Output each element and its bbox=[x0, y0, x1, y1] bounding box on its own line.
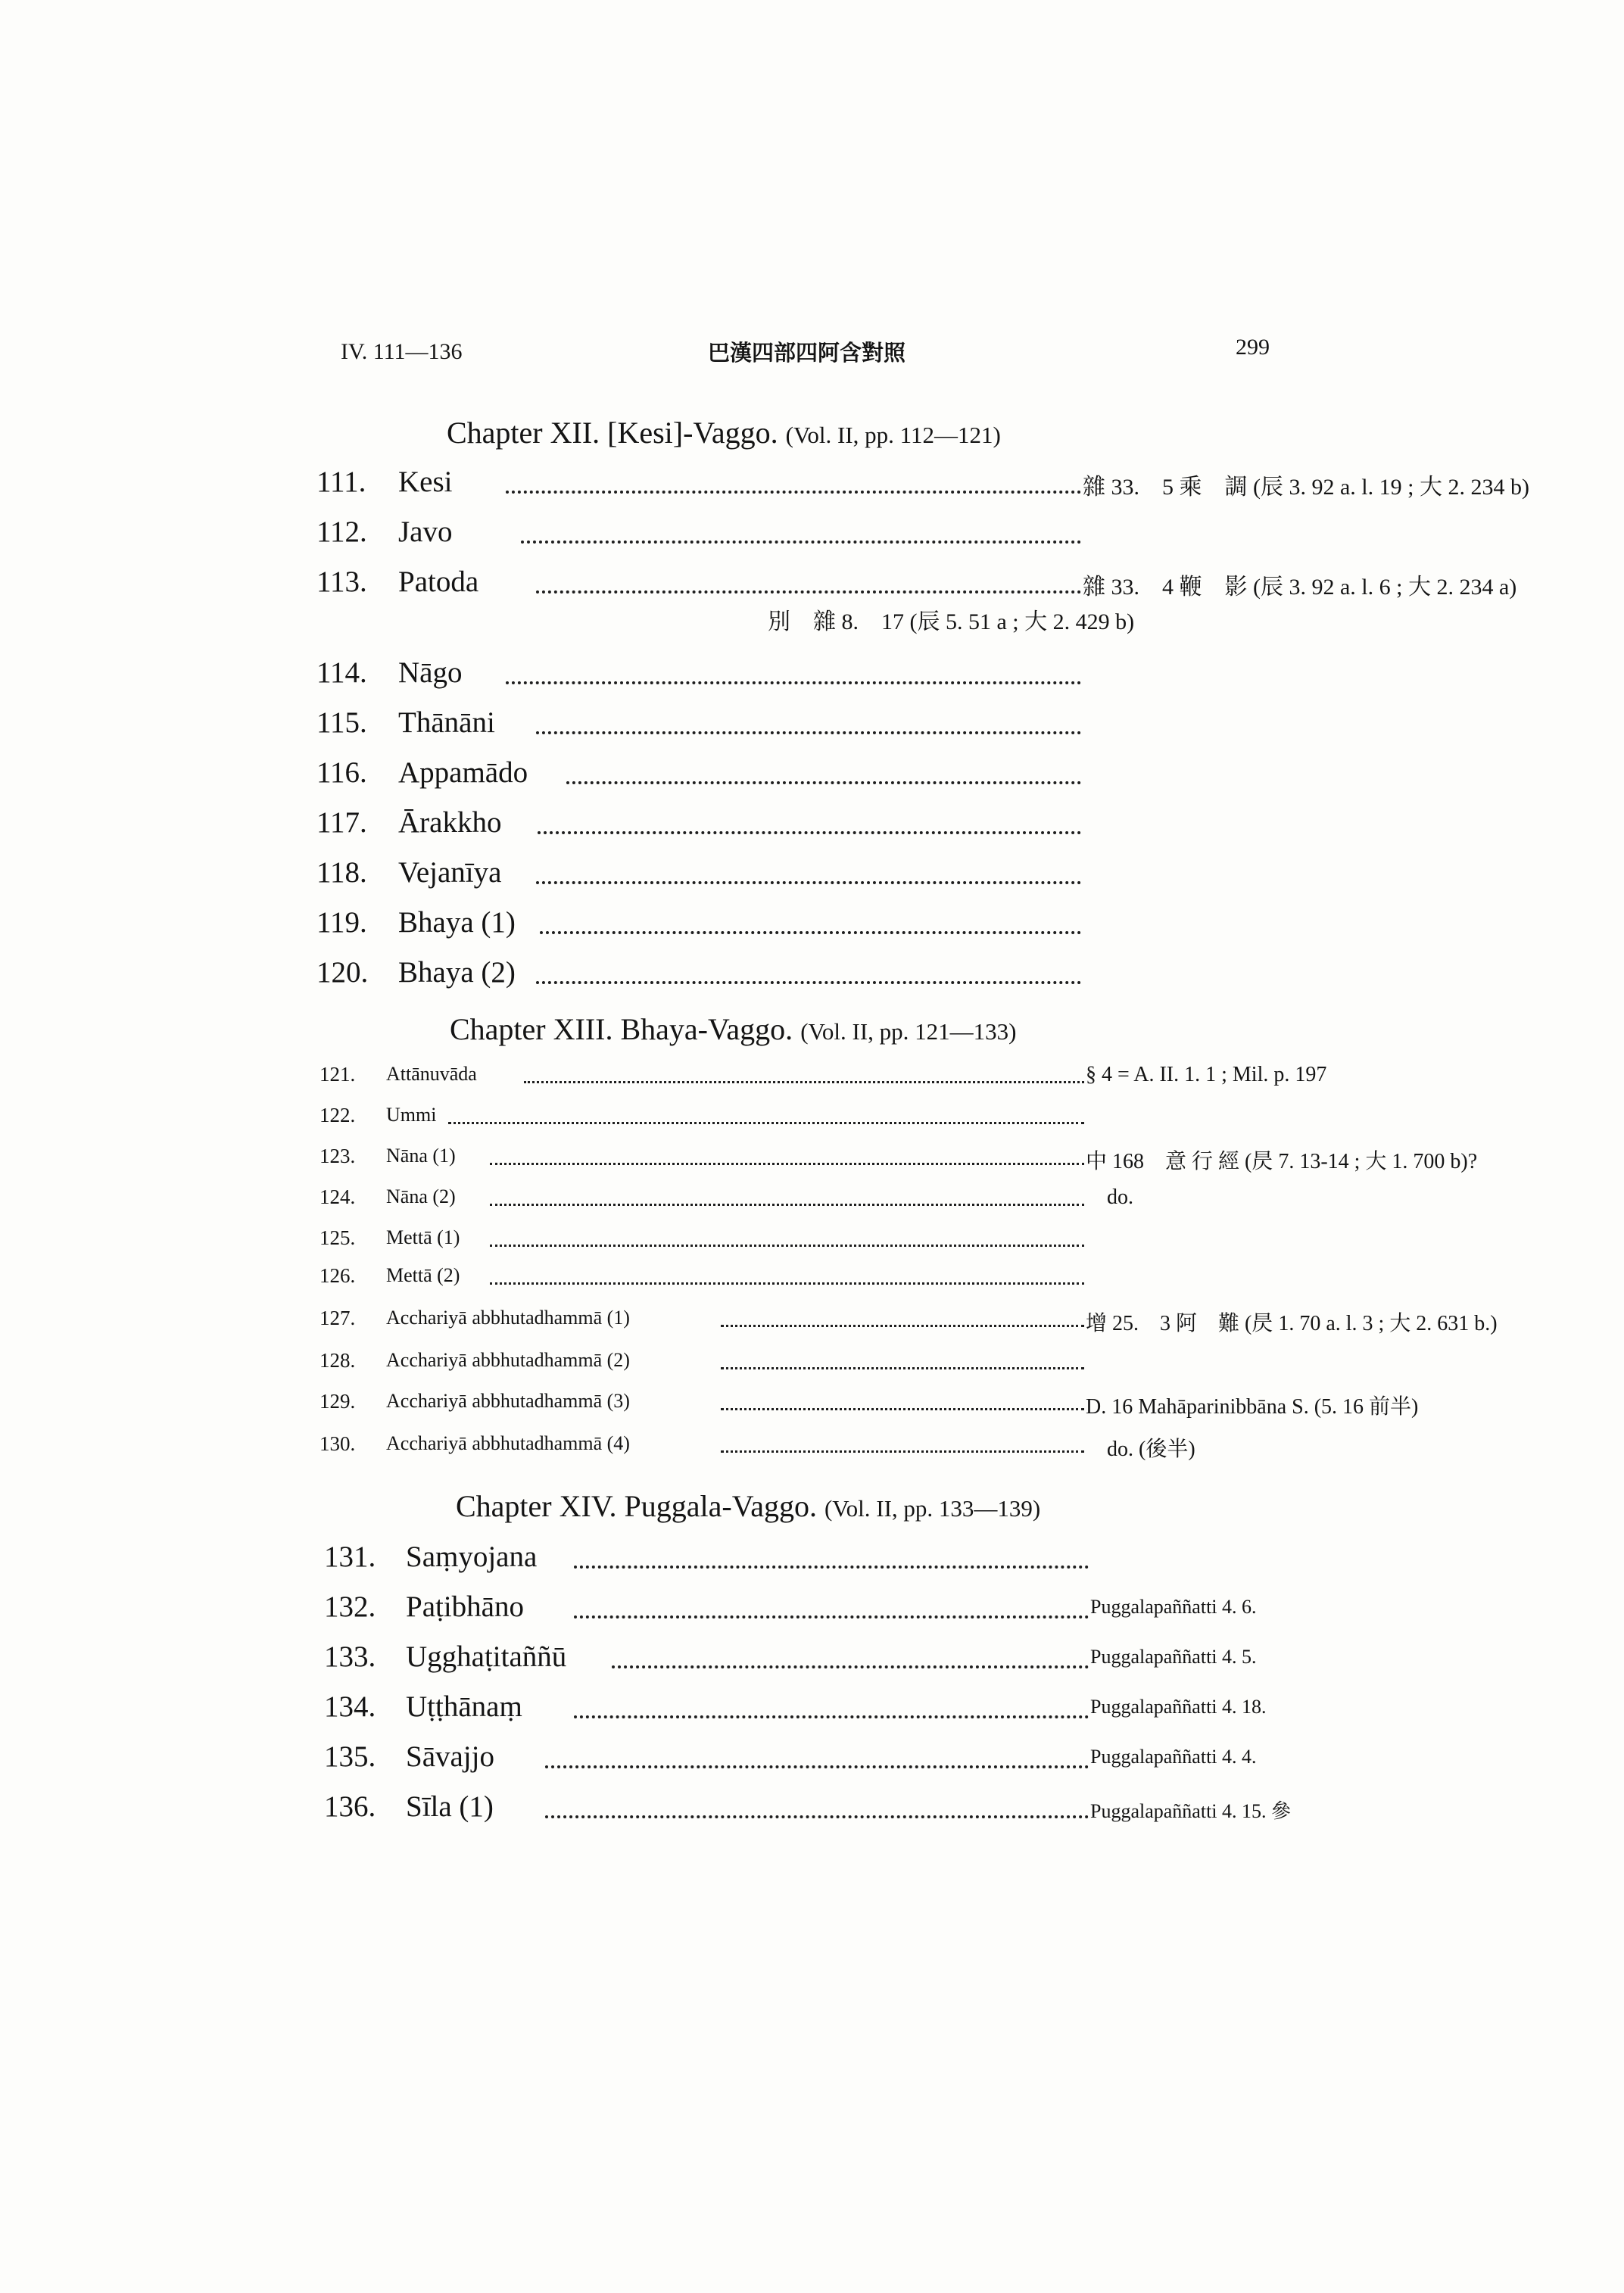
entry-number: 120. bbox=[316, 956, 369, 989]
list-item bbox=[320, 1432, 1379, 1460]
list-item bbox=[324, 1790, 1384, 1827]
list-item bbox=[324, 1640, 1384, 1678]
entry-title: Javo bbox=[398, 516, 453, 548]
entry-title: Acchariyā abbhutadhammā (4) bbox=[386, 1432, 630, 1454]
entry-reference: do. (後半) bbox=[1107, 1438, 1195, 1461]
entry-number: 134. bbox=[324, 1690, 376, 1723]
leader-dots bbox=[524, 1081, 1084, 1083]
leader-dots bbox=[536, 590, 1081, 594]
chapter-heading bbox=[450, 1011, 1016, 1047]
entry-title: Kesi bbox=[398, 466, 453, 498]
list-item bbox=[316, 465, 1529, 503]
chapter-heading bbox=[456, 1488, 1040, 1524]
entry-number: 113. bbox=[316, 565, 367, 598]
list-item bbox=[324, 1740, 1384, 1777]
running-header-left: IV. 111—136 bbox=[341, 339, 463, 364]
leader-dots bbox=[612, 1665, 1089, 1668]
entry-reference: D. 16 Mahāparinibbāna S. (5. 16 前半) bbox=[1086, 1395, 1419, 1419]
entry-title: Ugghaṭitaññū bbox=[406, 1640, 567, 1673]
entry-number: 128. bbox=[320, 1349, 356, 1372]
list-item bbox=[320, 1349, 1379, 1376]
leader-dots bbox=[721, 1408, 1084, 1410]
entry-number: 132. bbox=[324, 1590, 376, 1623]
leader-dots bbox=[536, 981, 1081, 984]
entry-reference: Puggalapaññatti 4. 6. bbox=[1090, 1596, 1257, 1618]
entry-reference: Puggalapaññatti 4. 4. bbox=[1090, 1746, 1257, 1768]
list-item bbox=[316, 805, 1376, 843]
entry-title: Mettā (2) bbox=[386, 1264, 460, 1286]
leader-dots bbox=[490, 1282, 1084, 1285]
list-item bbox=[324, 1690, 1384, 1728]
chapter-heading bbox=[447, 415, 1001, 450]
entry-title: Ārakkho bbox=[398, 806, 502, 839]
entry-title: Bhaya (2) bbox=[398, 956, 516, 989]
list-item bbox=[316, 565, 1517, 634]
leader-dots bbox=[721, 1450, 1084, 1453]
entry-number: 121. bbox=[320, 1063, 356, 1086]
list-item bbox=[316, 515, 1376, 553]
leader-dots bbox=[540, 931, 1081, 934]
entry-number: 124. bbox=[320, 1185, 356, 1208]
entry-reference-secondary: 別 雜 8. 17 (辰 5. 51 a ; 大 2. 429 b) bbox=[768, 609, 1135, 634]
entry-reference: 雜 33. 5 乘 調 (辰 3. 92 a. l. 19 ; 大 2. 234 b) bbox=[1083, 475, 1529, 500]
leader-dots bbox=[545, 1765, 1089, 1768]
chapter-volume: (Vol. II, pp. 133—139) bbox=[824, 1495, 1041, 1522]
leader-dots bbox=[490, 1204, 1084, 1206]
leader-dots bbox=[566, 781, 1081, 784]
entry-number: 115. bbox=[316, 706, 367, 739]
list-item bbox=[320, 1307, 1498, 1335]
chapter-title: Chapter XIII. Bhaya-Vaggo. bbox=[450, 1012, 793, 1046]
running-header-title: 巴漢四部四阿含對照 bbox=[708, 340, 906, 366]
entry-number: 119. bbox=[316, 906, 367, 939]
chapter-volume: (Vol. II, pp. 112—121) bbox=[785, 422, 1001, 448]
entry-title: Thānāni bbox=[398, 706, 495, 739]
list-item bbox=[324, 1540, 1384, 1578]
entry-reference: 雜 33. 4 鞭 影 (辰 3. 92 a. l. 6 ; 大 2. 234 a) bbox=[1083, 575, 1517, 600]
list-item bbox=[320, 1063, 1379, 1090]
entry-title: Saṃyojana bbox=[406, 1541, 538, 1573]
entry-reference: Puggalapaññatti 4. 18. bbox=[1090, 1696, 1267, 1718]
entry-title: Nāna (2) bbox=[386, 1185, 456, 1207]
list-item bbox=[316, 756, 1376, 793]
entry-number: 114. bbox=[316, 656, 367, 689]
entry-title: Patoda bbox=[398, 565, 479, 598]
page-number: 299 bbox=[1236, 335, 1270, 360]
entry-number: 125. bbox=[320, 1226, 356, 1249]
entry-title: Acchariyā abbhutadhammā (3) bbox=[386, 1390, 630, 1412]
list-item bbox=[320, 1226, 1379, 1254]
entry-reference: Puggalapaññatti 4. 5. bbox=[1090, 1646, 1257, 1668]
entry-number: 136. bbox=[324, 1790, 376, 1823]
entry-reference: § 4 = A. II. 1. 1 ; Mil. p. 197 bbox=[1086, 1063, 1327, 1086]
leader-dots bbox=[721, 1367, 1084, 1369]
leader-dots bbox=[506, 491, 1081, 494]
entry-reference: 增 25. 3 阿 難 (昃 1. 70 a. l. 3 ; 大 2. 631 b.) bbox=[1086, 1312, 1498, 1335]
list-item bbox=[324, 1590, 1384, 1628]
entry-number: 118. bbox=[316, 856, 367, 889]
leader-dots bbox=[490, 1163, 1084, 1165]
entry-number: 131. bbox=[324, 1541, 376, 1573]
entry-number: 126. bbox=[320, 1264, 356, 1287]
list-item bbox=[316, 855, 1376, 893]
entry-number: 116. bbox=[316, 756, 367, 789]
leader-dots bbox=[448, 1122, 1084, 1124]
leader-dots bbox=[574, 1715, 1089, 1718]
leader-dots bbox=[574, 1615, 1089, 1618]
entry-reference: Puggalapaññatti 4. 15. 參 bbox=[1090, 1800, 1292, 1822]
leader-dots bbox=[538, 831, 1081, 834]
leader-dots bbox=[545, 1815, 1089, 1818]
chapter-title: Chapter XII. [Kesi]-Vaggo. bbox=[447, 416, 778, 450]
entry-number: 117. bbox=[316, 806, 367, 839]
entry-title: Sīla (1) bbox=[406, 1790, 494, 1823]
entry-number: 130. bbox=[320, 1432, 356, 1455]
entry-title: Mettā (1) bbox=[386, 1226, 460, 1248]
entry-number: 133. bbox=[324, 1640, 376, 1673]
leader-dots bbox=[536, 881, 1081, 884]
chapter-volume: (Vol. II, pp. 121—133) bbox=[800, 1018, 1017, 1045]
entry-number: 123. bbox=[320, 1145, 356, 1167]
entry-title: Uṭṭhānaṃ bbox=[406, 1690, 522, 1723]
entry-number: 111. bbox=[316, 466, 366, 498]
entry-number: 112. bbox=[316, 516, 367, 548]
entry-title: Acchariyā abbhutadhammā (2) bbox=[386, 1349, 630, 1371]
list-item bbox=[320, 1145, 1478, 1173]
list-item bbox=[316, 905, 1376, 943]
entry-title: Vejanīya bbox=[398, 856, 502, 889]
entry-title: Sāvajjo bbox=[406, 1740, 494, 1773]
leader-dots bbox=[721, 1325, 1084, 1327]
entry-title: Paṭibhāno bbox=[406, 1590, 524, 1623]
entry-reference: do. bbox=[1107, 1185, 1133, 1209]
entry-title: Bhaya (1) bbox=[398, 906, 516, 939]
entry-title: Acchariyā abbhutadhammā (1) bbox=[386, 1307, 630, 1329]
entry-reference: 中 168 意 行 經 (昃 7. 13-14 ; 大 1. 700 b)? bbox=[1086, 1150, 1478, 1173]
entry-number: 129. bbox=[320, 1390, 356, 1413]
list-item bbox=[320, 1104, 1379, 1131]
entry-number: 127. bbox=[320, 1307, 356, 1329]
entry-number: 122. bbox=[320, 1104, 356, 1126]
leader-dots bbox=[574, 1566, 1089, 1569]
chapter-title: Chapter XIV. Puggala-Vaggo. bbox=[456, 1489, 817, 1523]
list-item bbox=[316, 656, 1376, 693]
list-item bbox=[316, 955, 1376, 993]
list-item bbox=[320, 1185, 1379, 1213]
list-item bbox=[320, 1390, 1419, 1419]
list-item bbox=[320, 1264, 1379, 1291]
entry-title: Ummi bbox=[386, 1104, 437, 1126]
entry-title: Attānuvāda bbox=[386, 1063, 477, 1085]
leader-dots bbox=[521, 541, 1081, 544]
entry-number: 135. bbox=[324, 1740, 376, 1773]
leader-dots bbox=[490, 1245, 1084, 1247]
list-item bbox=[316, 706, 1376, 743]
entry-title: Nāgo bbox=[398, 656, 463, 689]
entry-title: Appamādo bbox=[398, 756, 528, 789]
leader-dots bbox=[536, 731, 1081, 734]
leader-dots bbox=[506, 681, 1081, 684]
entry-title: Nāna (1) bbox=[386, 1145, 456, 1167]
